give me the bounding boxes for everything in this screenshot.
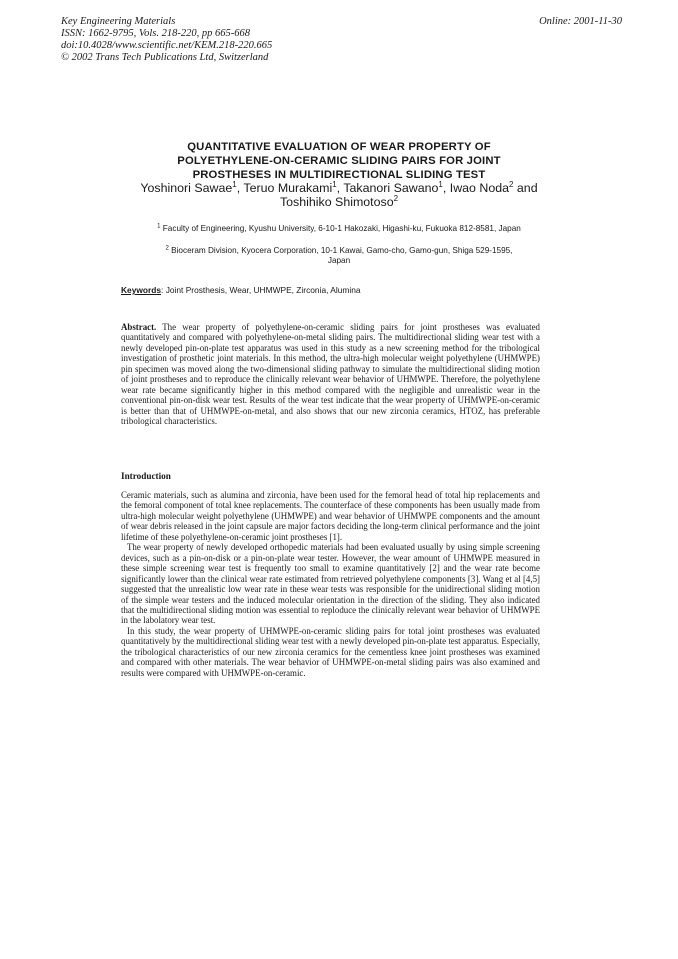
introduction-heading: Introduction	[121, 471, 171, 481]
abstract-label: Abstract.	[121, 322, 157, 332]
keywords: Keywords: Joint Prosthesis, Wear, UHMWPE, Zirconia, Alumina	[121, 285, 361, 295]
journal-name: Key Engineering Materials	[61, 16, 176, 27]
author-name: Iwao Noda	[449, 181, 509, 195]
abstract	[121, 322, 540, 427]
affiliation-2	[112, 246, 566, 266]
affiliation-mark: 2	[165, 245, 169, 252]
doi-line: doi:10.4028/www.scientific.net/KEM.218-220.665	[61, 40, 273, 51]
copyright-line: © 2002 Trans Tech Publications Ltd, Switzerland	[61, 52, 269, 63]
issn-line: ISSN: 1662-9795, Vols. 218-220, pp 665-668	[61, 28, 250, 39]
author-affiliation-mark: 2	[509, 179, 514, 189]
affiliation-text: Bioceram Division, Kyocera Corporation, 10-1 Kawai, Gamo-cho, Gamo-gun, Shiga 529-1595,	[171, 246, 513, 255]
affiliation-1	[112, 224, 566, 234]
paragraph: In this study, the wear property of UHMWPE-on-ceramic sliding pairs for total joint prostheses was evaluated quantitatively by the multidirectional sliding wear test with a newly developed pin-on-plate test apparatus. Especially, the tribological characteristics of our new zirconia ceramics for the cementless knee joint prostheses was examined and compared with other materials. The wear behavior of UHMWPE-on-metal sliding pairs was also examined and results were compared with UHMWPE-on-ceramic.	[121, 625, 540, 678]
author-name: Takanori Sawano	[343, 181, 439, 195]
affiliation-country: Japan	[327, 256, 351, 265]
affiliation-mark: 1	[157, 223, 161, 230]
abstract-text: The wear property of polyethylene-on-ceramic sliding pairs for joint prostheses was evaluated quantitatively and compared with polyethylene-on-metal sliding pairs. The multidirectional sliding wear test with a newly developed pin-on-plate test apparatus was used in this study as a new screening method for the tribological investigation of prosthetic joint materials. In this method, the ultra-high molecular weight polyethylene (UHMWPE) pin specimen was moved along the two-dimensional sliding pathway to simulate the multidirectional sliding motion of joint prostheses and to reproduce the clinically relevant wear behavior of UHMWPE. Therefore, the polyethylene wear rate became significantly higher in this method compared with the negligible and unrealistic wear in the conventional pin-on-disk wear test. Results of the wear test indicate that the wear property of UHMWPE-on-ceramic is better than that of UHMWPE-on-metal, and also shows that our new zirconia ceramics, HTOZ, has preferable tribological characteristics.	[121, 322, 540, 427]
author-affiliation-mark: 1	[438, 179, 443, 189]
keywords-label: Keywords	[121, 285, 162, 295]
paper-title	[120, 140, 558, 182]
title-line-2: POLYETHYLENE-ON-CERAMIC SLIDING PAIRS FOR JOINT	[177, 155, 501, 167]
author-name: Teruo Murakami	[243, 181, 333, 195]
title-line-1: QUANTITATIVE EVALUATION OF WEAR PROPERTY OF	[187, 141, 491, 153]
introduction-body	[121, 490, 540, 678]
author-name: Toshihiko Shimotoso	[279, 195, 394, 209]
keywords-text: Joint Prosthesis, Wear, UHMWPE, Zirconia, Alumina	[165, 285, 361, 295]
author-conjunction: and	[516, 181, 538, 195]
author-affiliation-mark: 1	[332, 179, 337, 189]
paragraph: Ceramic materials, such as alumina and zirconia, have been used for the femoral head of total hip replacements and the femoral component of total knee replacements. The counterface of these components has been usually made from ultra-high molecular weight polyethylene (UHMWPE) and wear behavior of UHMWPE components and the amount of wear debris released in the joint capsule are major factors deciding the long-term clinical performance and the joint lifetime of these polyethylene-on-ceramic joint prostheses [1].	[121, 490, 540, 542]
journal-header	[61, 16, 272, 64]
author-affiliation-mark: 1	[232, 179, 237, 189]
author-affiliation-mark: 2	[393, 193, 399, 203]
title-line-3: PROSTHESES IN MULTIDIRECTIONAL SLIDING TEST	[192, 169, 486, 181]
paragraph: The wear property of newly developed orthopedic materials had been evaluated usually by using simple screening devices, such as a pin-on-disk or a pin-on-plate wear tester. However, the wear amount of UHMWPE measured in these simple screening wear test is frequently too small to examine quantitatively [2] and the wear rate become significantly lower than the clinical wear rate estimated from retrieved polyethylene components [3]. Wang et al [4,5] suggested that the unrealistic low wear rate in these wear tests was responsible for the unidirectional sliding motion of the simple wear testers and the induced molecular orientation in the direction of the sliding. They also indicated that the multidirectional sliding motion was essential to reploduce the clinically relevant wear behavior of UHMWPE in the labolatory wear test.	[121, 542, 540, 626]
affiliation-text: Faculty of Engineering, Kyushu University, 6-10-1 Hakozaki, Higashi-ku, Fukuoka 812-8581, Japan	[162, 224, 521, 233]
author-name: Yoshinori Sawae	[140, 181, 233, 195]
online-date: Online: 2001-11-30	[539, 16, 622, 27]
author-list: Yoshinori Sawae$^1$, Teruo Murakami$^1$, Takanori Sawano$^1$, Iwao Noda$^2$ and Toshihiko Shimotoso$^2$	[140, 179, 538, 209]
